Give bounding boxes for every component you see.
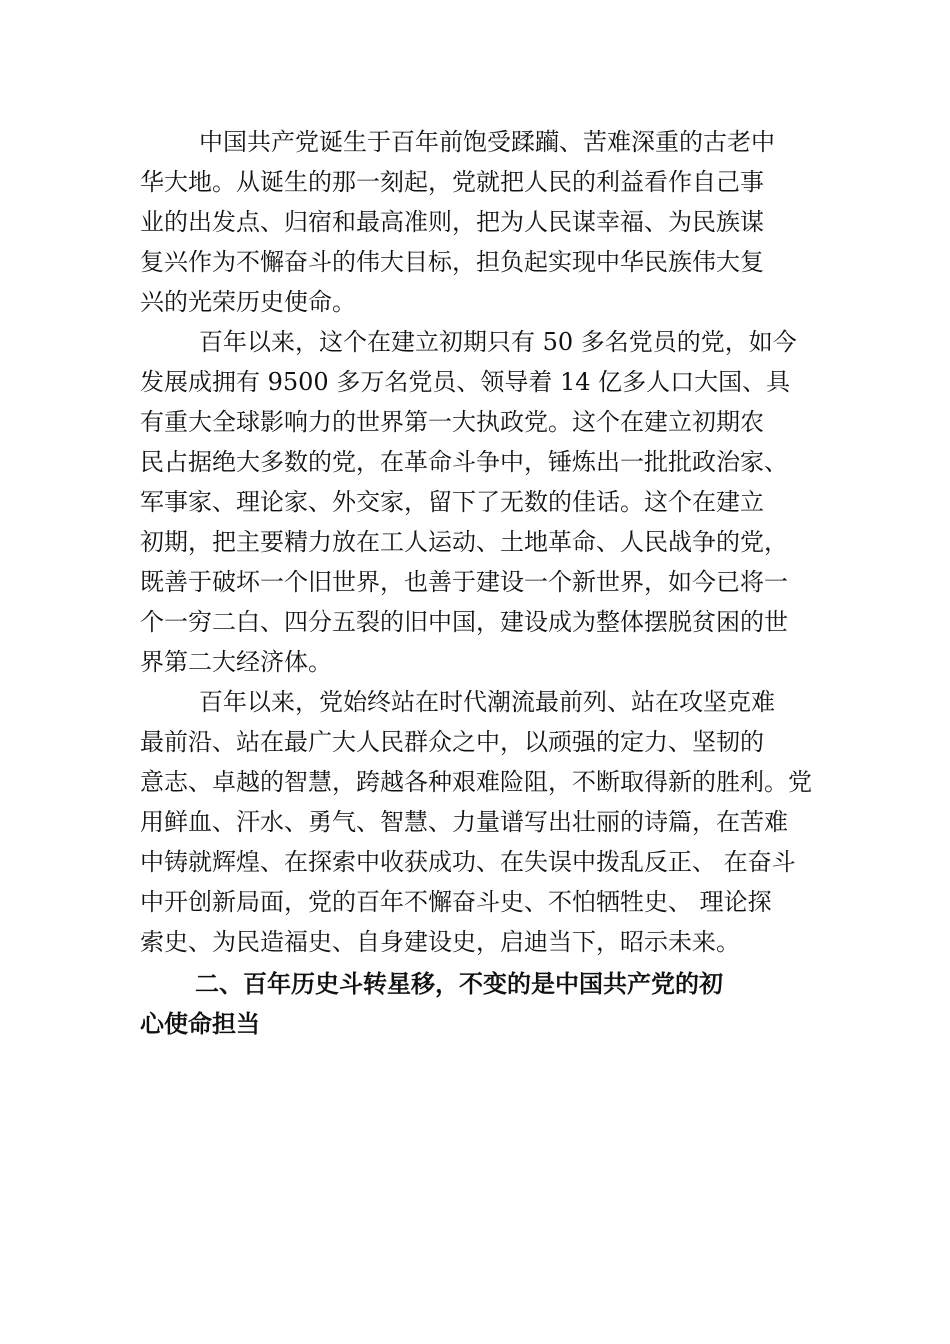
paragraph-2-line-7: 既善于破坏一个旧世界，也善于建设一个新世界，如今已将一: [140, 568, 788, 596]
paragraph-1-line-5: 兴的光荣历史使命。: [140, 288, 356, 316]
paragraph-3-line-6: 中开创新局面，党的百年不懈奋斗史、不怕牺牲史、 理论探: [140, 888, 772, 916]
paragraph-3-line-7: 索史、为民造福史、自身建设史，启迪当下，昭示未来。: [140, 928, 740, 956]
paragraph-3-line-5: 中铸就辉煌、在探索中收获成功、在失误中拨乱反正、 在奋斗: [140, 848, 796, 876]
paragraph-1-line-1: 中国共产党诞生于百年前饱受蹂躏、苦难深重的古老中: [199, 128, 775, 156]
paragraph-3-line-1: 百年以来，党始终站在时代潮流最前列、站在攻坚克难: [199, 688, 775, 716]
paragraph-2-line-2: 发展成拥有 9500 多万名党员、领导着 14 亿多人口大国、具: [140, 368, 791, 396]
paragraph-3-line-3: 意志、卓越的智慧，跨越各种艰难险阻，不断取得新的胜利。党: [140, 768, 812, 796]
paragraph-2-line-1: 百年以来，这个在建立初期只有 50 多名党员的党，如今: [199, 328, 797, 356]
section-heading: [140, 964, 830, 1044]
paragraph-1-line-4: 复兴作为不懈奋斗的伟大目标，担负起实现中华民族伟大复: [140, 248, 764, 276]
paragraph-1-line-3: 业的出发点、归宿和最高准则，把为人民谋幸福、为民族谋: [140, 208, 764, 236]
paragraph-3-line-2: 最前沿、站在最广大人民群众之中，以顽强的定力、坚韧的: [140, 728, 764, 756]
paragraph-2-line-9: 界第二大经济体。: [140, 648, 332, 676]
section-heading-line-1: 二、百年历史斗转星移，不变的是中国共产党的初: [195, 970, 723, 998]
paragraph-1-line-2: 华大地。从诞生的那一刻起，党就把人民的利益看作自己事: [140, 168, 764, 196]
paragraph-2-line-3: 有重大全球影响力的世界第一大执政党。这个在建立初期农: [140, 408, 764, 436]
paragraph-2-line-4: 民占据绝大多数的党，在革命斗争中，锤炼出一批批政治家、: [140, 448, 788, 476]
body-text: [140, 122, 830, 962]
section-heading-line-2: 心使命担当: [140, 1010, 260, 1038]
paragraph-2-line-6: 初期，把主要精力放在工人运动、土地革命、人民战争的党，: [140, 528, 788, 556]
paragraph-2-line-8: 个一穷二白、四分五裂的旧中国，建设成为整体摆脱贫困的世: [140, 608, 788, 636]
paragraph-3-line-4: 用鲜血、汗水、勇气、智慧、力量谱写出壮丽的诗篇，在苦难: [140, 808, 788, 836]
paragraph-2-line-5: 军事家、理论家、外交家，留下了无数的佳话。这个在建立: [140, 488, 764, 516]
